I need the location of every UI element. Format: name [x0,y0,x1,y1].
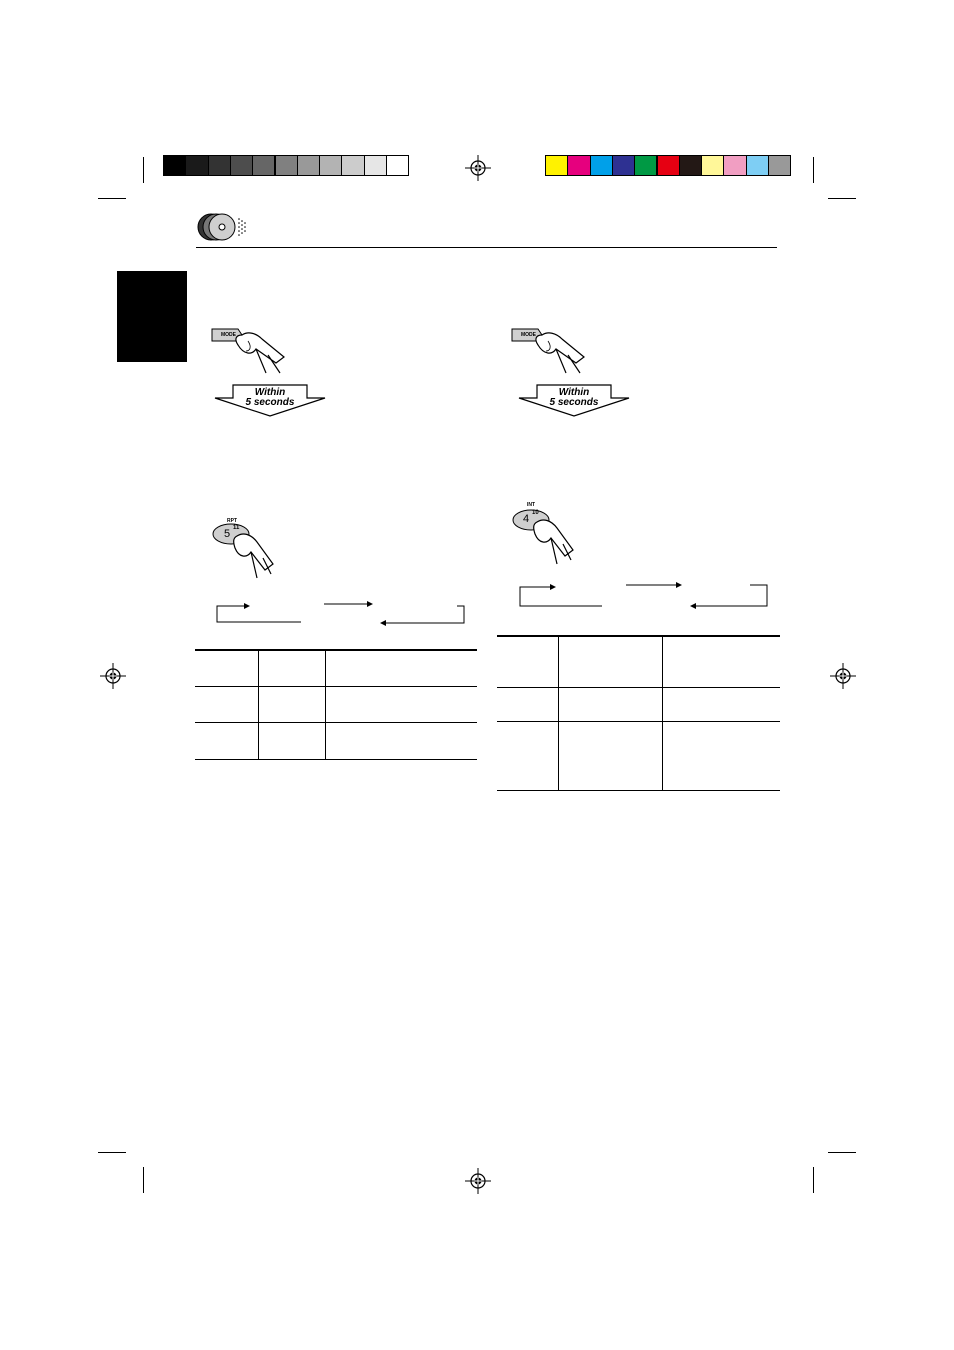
repeat-button-sup: 11 [233,525,240,531]
mode-button-label: MODE [521,332,536,338]
mode-cycle-diagram [214,596,468,630]
calibration-swatch [185,155,208,176]
calibration-swatch [252,155,275,176]
crop-mark [828,1152,856,1153]
intro-button-press-illustration [507,500,579,566]
registration-mark-icon [830,663,856,689]
table-rule [497,721,780,722]
crop-mark [143,157,144,183]
language-tab [117,271,187,362]
mode-cycle-diagram [516,577,770,611]
calibration-swatch [230,155,253,176]
repeat-button-press-illustration [207,514,279,580]
table-rule [497,635,780,637]
calibration-swatch [634,155,657,176]
intro-button-digit: 4 [523,513,530,525]
intro-button-sup: 10 [532,510,539,516]
calibration-swatch [319,155,342,176]
calibration-swatch [341,155,364,176]
crop-mark [98,1152,126,1153]
crop-mark [813,1167,814,1193]
mode-button-label: MODE [221,332,236,338]
calibration-swatch [657,155,680,176]
repeat-button-digit: 5 [224,528,231,540]
calibration-swatch [590,155,613,176]
registration-mark-icon [100,663,126,689]
table-rule [195,686,477,687]
calibration-swatch [386,155,409,176]
calibration-swatch [163,155,186,176]
within-label: Within [558,387,590,398]
table-rule [195,649,477,651]
crop-mark [828,198,856,199]
header-rule [196,247,777,248]
calibration-swatch [701,155,724,176]
table-rule [497,790,780,791]
mode-button-press-illustration [208,325,288,377]
repeat-button-top-label: RPT [227,518,237,524]
table-rule [195,722,477,723]
calibration-swatch [679,155,702,176]
calibration-swatch [723,155,746,176]
registration-mark-icon [465,155,491,181]
table-column-divider [258,649,259,759]
calibration-swatch [612,155,635,176]
calibration-swatch [275,155,298,176]
crop-mark [143,1167,144,1193]
table-rule [195,759,477,760]
crop-mark [813,157,814,183]
calibration-swatch [746,155,769,176]
seconds-label: 5 seconds [245,397,295,408]
calibration-swatch [545,155,568,176]
within-label: Within [254,387,286,398]
calibration-swatch [567,155,590,176]
calibration-swatch [364,155,387,176]
mode-button-press-illustration [508,325,588,377]
calibration-swatch [768,155,791,176]
table-column-divider [662,635,663,790]
registration-mark-icon [465,1168,491,1194]
intro-button-top-label: INT [527,502,536,508]
table-column-divider [325,649,326,759]
seconds-label: 5 seconds [549,397,599,408]
table-rule [497,687,780,688]
calibration-swatch [297,155,320,176]
crop-mark [98,198,126,199]
calibration-swatch [208,155,231,176]
cd-changer-icon [194,210,250,244]
table-column-divider [558,635,559,790]
